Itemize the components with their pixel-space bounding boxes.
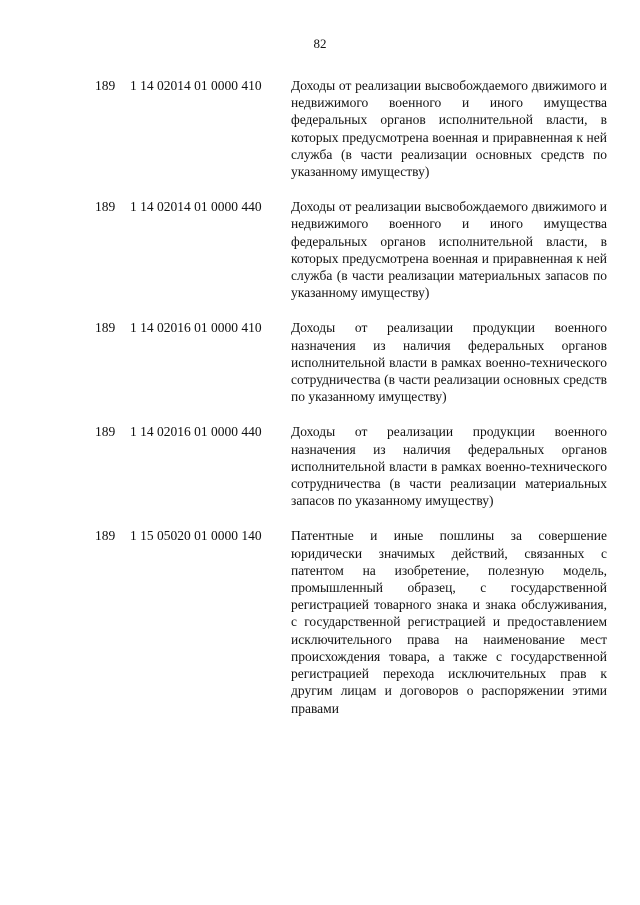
income-description: Доходы от реализации высвобождаемого движимого и недвижимого военного и иного имущества федеральных органов исполнительной власти, в которых предусмотрена военная и приравненная к ней служба (в части реализации материальных запасов по указанному имуществу) — [291, 199, 607, 301]
budget-classification-code: 1 14 02016 01 0000 440 — [130, 424, 262, 440]
budget-classification-code: 1 14 02014 01 0000 440 — [130, 199, 262, 215]
administrator-code: 189 — [95, 78, 116, 93]
income-description: Патентные и иные пошлины за совершение юридически значимых действий, связанных с патентом на изобретение, полезную модель, промышленный образец, с государственной регистрацией товарного знака и знака обслуживания, с государственной регистрацией и предоставлением исключительного права на наименование мест происхождения товара, а также с государственной регистрацией перехода исключительных прав к другим лицам и договоров о распоряжении этими правами — [291, 528, 607, 716]
administrator-code: 189 — [95, 424, 116, 440]
administrator-code: 189 — [95, 320, 116, 336]
administrator-code: 189 — [95, 528, 116, 544]
page-number: 82 — [313, 36, 327, 51]
table-row — [0, 198, 640, 301]
budget-classification-code: 1 14 02014 01 0000 410 — [130, 78, 262, 93]
table-row — [0, 319, 640, 405]
table-row — [0, 77, 640, 180]
table-row — [0, 423, 640, 509]
administrator-code: 189 — [95, 199, 116, 215]
income-description: Доходы от реализации продукции военного назначения из наличия федеральных органов исполнительной власти в рамках военно-технического сотрудничества (в части реализации основных средств по указанному имуществу) — [291, 320, 607, 405]
table-row — [0, 527, 640, 716]
income-codes-table — [0, 77, 640, 735]
budget-classification-code: 1 15 05020 01 0000 140 — [130, 528, 262, 544]
income-description: Доходы от реализации продукции военного назначения из наличия федеральных органов исполнительной власти в рамках военно-технического сотрудничества (в части реализации материальных запасов по указанному имуществу) — [291, 424, 607, 509]
budget-classification-code: 1 14 02016 01 0000 410 — [130, 320, 262, 336]
income-description: Доходы от реализации высвобождаемого движимого и недвижимого военного и иного имущества федеральных органов исполнительной власти, в которых предусмотрена военная и приравненная к ней служба (в части реализации основных средств по указанному имуществу) — [291, 78, 607, 180]
